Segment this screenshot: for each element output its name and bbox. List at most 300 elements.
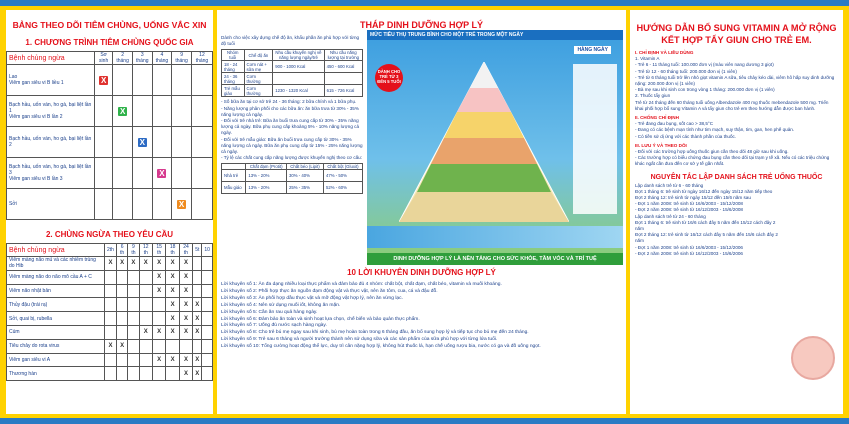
- info-line: Đợt 2 tháng 12: trẻ sinh từ 16/12 cách đây 5 năm đến 15/6 cách đây 2 năm: [635, 232, 778, 244]
- x-mark-icon: X: [120, 343, 125, 350]
- x-mark-icon: X: [195, 329, 200, 336]
- table-cell: [172, 96, 192, 127]
- table-cell: [139, 367, 152, 381]
- table-cell: 900 - 1000 Kcal: [273, 61, 324, 73]
- table-cell: [116, 284, 127, 298]
- table-cell: [179, 339, 192, 353]
- table-header-cell: Nhu cầu khuyến nghị về năng lượng ngày/trẻ: [273, 50, 324, 61]
- table-cell: [113, 189, 133, 220]
- table-cell: [116, 353, 127, 367]
- table-cell: Nhà trẻ: [222, 170, 246, 182]
- table-cell: [179, 325, 192, 339]
- table-cell: [172, 158, 192, 189]
- table-cell: [152, 325, 165, 339]
- table-cell: [193, 367, 202, 381]
- info-line: - Trẻ từ 6 tháng tuổi trở lên nhỏ giọt vitamin A sữa, tiêu chảy kéo dài, viêm hô hấp suy dinh dưỡng nặng: 200.000 đơn vị (1 viên): [635, 74, 835, 87]
- sec1-lines: [635, 56, 838, 112]
- row-label: Viêm màng não mủ và các nhiễm trùng do Hib: [7, 257, 105, 271]
- bottom-stripe: [0, 418, 849, 424]
- table-cell: [179, 298, 192, 312]
- table-cell: [166, 325, 179, 339]
- table-cell: [132, 65, 152, 96]
- table-cell: Cơm thường: [244, 73, 273, 85]
- info-line: - Trẻ đang đau bụng, sốt cao > 38,5°C: [635, 121, 714, 127]
- table-cell: [152, 353, 165, 367]
- nutrition-text-column: [221, 35, 363, 194]
- table-cell: [152, 96, 172, 127]
- table-header-cell: 24 th: [179, 244, 192, 257]
- table-cell: [95, 96, 113, 127]
- table-row: [7, 339, 213, 353]
- macro-ratio-table: [221, 163, 363, 194]
- table-cell: [95, 189, 113, 220]
- info-line: Trẻ từ 24 tháng đến 60 tháng tuổi uống Albendazole 400 mg thuốc mebendazole 500 mg. Triển khai phối hợp bổ sung Vitamin A và tẩy giun cho trẻ em theo hướng dẫn được ban hành.: [635, 99, 829, 111]
- x-mark-icon: X: [170, 329, 175, 336]
- table-cell: [152, 127, 172, 158]
- table-row: [7, 127, 213, 158]
- table-row: [7, 284, 213, 298]
- row-label: Viêm gan siêu vi A: [7, 353, 105, 367]
- info-line: - Các trường hợp có biểu chứng đau bụng cần theo dõi tại trạm y tế xã. Nếu có các triệu chứng khác ngất cần đưa đến cơ sở y tế gần nhất.: [635, 155, 830, 167]
- row-label: Bạch hầu, uốn ván, ho gà, bại liệt lần 1 Viêm gan siêu vi B lần 2: [7, 96, 95, 127]
- table-cell: [179, 367, 192, 381]
- row-label: Tiêu chảy do rota virus: [7, 339, 105, 353]
- table-cell: [152, 284, 165, 298]
- info-line: - Đợt 2 năm 2008: trẻ sinh từ 16/12/2003 - 15/6/2006: [635, 250, 743, 256]
- table-cell: [152, 189, 172, 220]
- sec3-lines: [635, 149, 838, 168]
- advice-item: Lời khuyên số 1: Ăn đa dạng nhiều loại thực phẩm và đảm bảo đủ 4 nhóm: chất bột, chất đạm, chất béo, vitamin và muối khoáng.: [221, 282, 502, 287]
- child-photo: [791, 336, 835, 380]
- row-label: Thương hàn: [7, 367, 105, 381]
- x-mark-icon: X: [170, 274, 175, 281]
- vaccination-table: [6, 51, 213, 220]
- table-header-cell: Chất bột (Gluxit): [323, 164, 362, 170]
- table-header-cell: 9 tháng: [172, 52, 192, 65]
- food-pyramid-figure: [367, 30, 623, 265]
- table-cell: 13% - 20%: [246, 170, 287, 182]
- sec2-lines: [635, 121, 838, 140]
- x-mark-icon: X: [119, 106, 126, 116]
- vitamin-a-panel: [630, 10, 843, 414]
- table-cell: [105, 353, 117, 367]
- table-cell: [193, 270, 202, 284]
- advice-list: [221, 282, 621, 351]
- x-mark-icon: X: [157, 356, 162, 363]
- pyramid-caption: MỨC TIÊU THỤ TRUNG BÌNH CHO MỘT TRẺ TRONG MỘT NGÀY: [367, 30, 623, 40]
- table-cell: [128, 367, 139, 381]
- x-mark-icon: X: [183, 329, 188, 336]
- x-mark-icon: X: [100, 75, 107, 85]
- table-cell: [128, 298, 139, 312]
- table-header-cell: 18 th: [166, 244, 179, 257]
- table-cell: 47% - 50%: [323, 170, 362, 182]
- table-cell: [324, 73, 362, 85]
- table-cell: [202, 367, 213, 381]
- table-header-cell: 12 th: [139, 244, 152, 257]
- table-cell: [193, 298, 202, 312]
- table-row: [222, 182, 363, 194]
- table-cell: [132, 189, 152, 220]
- table-cell: [166, 312, 179, 326]
- table-cell: [128, 353, 139, 367]
- energy-table: [221, 49, 363, 97]
- info-line: Đợt 1 tháng 6: trẻ sinh từ ngày 16/12 đến ngày 15/12 năm tiếp theo: [635, 188, 773, 194]
- table-cell: 450 - 600 Kcal: [324, 61, 362, 73]
- x-mark-icon: X: [170, 301, 175, 308]
- table-cell: [202, 312, 213, 326]
- table-cell: [132, 127, 152, 158]
- pyramid-icon: [399, 62, 569, 222]
- table-cell: [152, 339, 165, 353]
- table-cell: Cơm nát + sữa mẹ: [244, 61, 273, 73]
- table-cell: [191, 96, 212, 127]
- section2-title: 2. CHỦNG NGỪA THEO YÊU CẦU: [45, 230, 174, 239]
- table-header-cell: 3 tháng: [132, 52, 152, 65]
- table-header-cell: 15 th: [152, 244, 165, 257]
- table-cell: [166, 284, 179, 298]
- note-line: - Đối với trẻ mẫu giáo: Bữa ăn buổi trưa cung cấp từ 30% - 35% năng lượng cả ngày. Bữa ăn phụ cung cấp từ 15% - 25% năng lượng cả ngày.: [221, 136, 363, 155]
- table-cell: [128, 325, 139, 339]
- x-mark-icon: X: [195, 315, 200, 322]
- sec4-lines: [635, 183, 785, 257]
- table-cell: [95, 158, 113, 189]
- info-line: - Bà mẹ sau khi sinh con trong vòng 1 tháng: 200.000 đơn vị (1 viên): [635, 87, 775, 93]
- table-cell: 615 - 726 Kcal: [324, 85, 362, 97]
- info-line: - Có tiền sử dị ứng với các thành phần của thuốc.: [635, 133, 737, 139]
- table-cell: [152, 312, 165, 326]
- table-row: [7, 189, 213, 220]
- table-cell: [139, 312, 152, 326]
- nutrition-notes: [221, 99, 363, 161]
- table-row: [7, 257, 213, 271]
- table-cell: [105, 284, 117, 298]
- advice-item: Lời khuyên số 7: Uống đủ nước sạch hàng ngày.: [221, 323, 327, 329]
- table-cell: [116, 325, 127, 339]
- table-cell: [139, 270, 152, 284]
- x-mark-icon: X: [143, 329, 148, 336]
- table-cell: [128, 270, 139, 284]
- table-cell: [152, 158, 172, 189]
- table-cell: [128, 284, 139, 298]
- children-photo-strip: [367, 226, 623, 248]
- x-mark-icon: X: [170, 356, 175, 363]
- nutrition-intro: Dành cho việc xây dựng chế độ ăn, khẩu phần ăn phù hợp với từng độ tuổi: [221, 35, 360, 47]
- table-cell: [191, 65, 212, 96]
- table-cell: [179, 284, 192, 298]
- table-cell: [191, 127, 212, 158]
- table-cell: [191, 158, 212, 189]
- table-row: [7, 353, 213, 367]
- table-header-cell: 5t: [193, 244, 202, 257]
- table-cell: [202, 353, 213, 367]
- x-mark-icon: X: [170, 315, 175, 322]
- x-mark-icon: X: [178, 199, 185, 209]
- table-cell: [105, 298, 117, 312]
- table-cell: [172, 189, 192, 220]
- table-cell: [139, 353, 152, 367]
- table-row: [222, 170, 363, 182]
- info-line: Lập danh sách trẻ từ 24 - 60 tháng: [635, 213, 706, 219]
- table-cell: [105, 270, 117, 284]
- info-line: 1. Vitamin A: [635, 56, 660, 62]
- pyramid-legend-box: [573, 64, 617, 214]
- table-cell: [179, 270, 192, 284]
- table-cell: [128, 312, 139, 326]
- info-line: Đợt 2 tháng 12: trẻ sinh từ ngày 15/12 đến 15/6 năm sau: [635, 195, 751, 201]
- x-mark-icon: X: [139, 137, 145, 147]
- sec3-title: III. LƯU Ý VÀ THEO DÕI: [635, 142, 687, 148]
- table-header-cell: 12 tháng: [191, 52, 212, 65]
- table-cell: [152, 270, 165, 284]
- table-cell: [105, 367, 117, 381]
- table-header-cell: Chất đạm (Protit): [246, 164, 287, 170]
- nutrition-panel: [217, 10, 626, 414]
- table-row: [222, 61, 363, 73]
- table-cell: 18 - 24 tháng: [222, 61, 245, 73]
- sec1-title: I. CHỈ ĐỊNH VÀ LIỀU DÙNG: [635, 50, 694, 55]
- table-cell: [116, 367, 127, 381]
- table-cell: [193, 339, 202, 353]
- table-cell: 13% - 20%: [246, 182, 287, 194]
- table-cell: [179, 312, 192, 326]
- x-mark-icon: X: [183, 260, 188, 267]
- top-stripe: [0, 0, 849, 6]
- table-cell: [132, 158, 152, 189]
- table-cell: [139, 298, 152, 312]
- table-cell: [202, 257, 213, 271]
- advice-item: Lời khuyên số 9: Trẻ sau 6 tháng và người trưởng thành nên sử dụng sữa và các sản phẩm của sữa phù hợp với từng lứa tuổi.: [221, 337, 498, 343]
- x-mark-icon: X: [183, 356, 188, 363]
- table-cell: [179, 257, 192, 271]
- x-mark-icon: X: [157, 260, 162, 267]
- x-mark-icon: X: [183, 301, 188, 308]
- table-cell: [95, 65, 113, 96]
- info-line: 2. Thuốc tẩy giun: [635, 93, 671, 99]
- table-cell: [202, 298, 213, 312]
- table-cell: [139, 325, 152, 339]
- section1-title: 1. CHƯƠNG TRÌNH TIÊM CHỦNG QUỐC GIA: [25, 38, 194, 47]
- table-cell: 52% - 60%: [323, 182, 362, 194]
- table-cell: [128, 339, 139, 353]
- row-label: Viêm màng não do não mô cầu A + C: [7, 270, 105, 284]
- panel3-title: HƯỚNG DẪN BỔ SUNG VITAMIN A MỞ RỘNG KẾT HỢP TẨY GIUN CHO TRẺ EM.: [636, 23, 837, 45]
- table-cell: [202, 284, 213, 298]
- table-cell: [132, 96, 152, 127]
- pyramid-footer: DINH DƯỠNG HỢP LÝ LÀ NỀN TẢNG CHO SỨC KHỎE, TẦM VÓC VÀ TRÍ TUỆ: [367, 253, 623, 265]
- table-cell: [113, 158, 133, 189]
- table-header-cell: Sơ sinh: [95, 52, 113, 65]
- table-header-cell: Bệnh chủng ngừa: [7, 52, 95, 65]
- info-line: - Đợt 1 năm 2008: trẻ sinh từ 16/6/2003 - 15/12/2006: [635, 244, 743, 250]
- table-cell: [152, 298, 165, 312]
- x-mark-icon: X: [108, 260, 113, 267]
- table-cell: [166, 367, 179, 381]
- table-cell: [193, 284, 202, 298]
- table-cell: [166, 353, 179, 367]
- table-cell: [202, 339, 213, 353]
- row-label: Sởi: [7, 189, 95, 220]
- table-cell: [166, 257, 179, 271]
- info-line: - Đang có các bệnh mạn tính như tim mạch, suy thận, tim, gan, hen phế quản.: [635, 127, 795, 133]
- table-cell: [172, 65, 192, 96]
- x-mark-icon: X: [157, 274, 162, 281]
- table-header-cell: 9 th: [128, 244, 139, 257]
- table-header-cell: Nhóm tuổi: [222, 50, 245, 61]
- pyramid-badge: HÀNG NGÀY: [574, 46, 611, 54]
- table-cell: [116, 298, 127, 312]
- row-label: Bạch hầu, uốn ván, ho gà, bại liệt lần 2: [7, 127, 95, 158]
- table-cell: [113, 127, 133, 158]
- table-header-cell: 4 tháng: [152, 52, 172, 65]
- table-cell: [202, 270, 213, 284]
- table-header-row: [222, 50, 363, 61]
- x-mark-icon: X: [170, 287, 175, 294]
- table-cell: Mẫu giáo: [222, 182, 246, 194]
- table-header-cell: 2 tháng: [113, 52, 133, 65]
- row-label: Cúm: [7, 325, 105, 339]
- table-header-cell: 6 th: [116, 244, 127, 257]
- table-cell: [139, 284, 152, 298]
- table-row: [7, 158, 213, 189]
- table-header-cell: Chế độ ăn: [244, 50, 273, 61]
- table-row: [7, 270, 213, 284]
- table-cell: [113, 65, 133, 96]
- note-line: - Đối với trẻ nhà trẻ: Bữa ăn buổi trưa cung cấp từ 30% - 35% năng lượng cả ngày. Bữa phụ cung cấp khoảng 5% - 10% năng lượng cả ngày.: [221, 118, 360, 136]
- table-header-cell: Bệnh chủng ngừa: [7, 244, 105, 257]
- table-row: [7, 312, 213, 326]
- info-line: - Đợt 1 năm 2008: trẻ sinh từ 16/6/2003 - 15/12/2008: [635, 201, 743, 207]
- x-mark-icon: X: [183, 315, 188, 322]
- row-label: Thủy đậu (trái rạ): [7, 298, 105, 312]
- x-mark-icon: X: [143, 260, 148, 267]
- table-cell: 30% - 40%: [286, 170, 323, 182]
- advice-title: 10 LỜI KHUYÊN DINH DƯỠNG HỢP LÝ: [347, 268, 496, 277]
- info-line: - Đối với các trường hợp uống thuốc giun cần theo dõi 48 giờ sau khi uống.: [635, 149, 789, 155]
- table-cell: [116, 339, 127, 353]
- table-cell: [105, 312, 117, 326]
- info-line: - Đợt 2 năm 2008: trẻ sinh từ 16/12/2003 - 15/6/2008: [635, 207, 743, 213]
- table-cell: [105, 257, 117, 271]
- table-cell: [95, 127, 113, 158]
- x-mark-icon: X: [108, 343, 113, 350]
- table-cell: 24 - 36 tháng: [222, 73, 245, 85]
- table-row: [222, 85, 363, 97]
- advice-item: Lời khuyên số 10: Tổng cường hoạt động thể lực, duy trì cân nặng hợp lý, không hút thuốc lá, hạn chế uống rượu bia, nước có ga và đồ uống ngọt.: [221, 344, 541, 350]
- table-cell: [193, 312, 202, 326]
- x-mark-icon: X: [183, 274, 188, 281]
- age-star-badge: DÀNH CHO TRẺ TỪ 3 ĐẾN 5 TUỔI: [375, 64, 403, 92]
- note-line: - Năng lượng phân phối cho các bữa ăn: ăn bữa trưa từ 30% - 35% năng lượng cả ngày.: [221, 105, 359, 117]
- table-cell: 1230 - 1320 Kcal: [273, 85, 324, 97]
- table-cell: [191, 189, 212, 220]
- table-cell: [166, 270, 179, 284]
- sec2-title: II. CHỐNG CHỈ ĐỊNH: [635, 115, 679, 121]
- x-mark-icon: X: [131, 260, 136, 267]
- row-label: Bạch hầu, uốn ván, ho gà, bại liệt lần 3 Viêm gan siêu vi B lần 3: [7, 158, 95, 189]
- table-cell: [139, 257, 152, 271]
- x-mark-icon: X: [157, 329, 162, 336]
- table-row: [7, 298, 213, 312]
- table-header-cell: 2th: [105, 244, 117, 257]
- table-header-row: [7, 244, 213, 257]
- table-cell: [193, 257, 202, 271]
- table-header-cell: Chất béo (Lipit): [286, 164, 323, 170]
- table-cell: [152, 257, 165, 271]
- table-cell: [202, 325, 213, 339]
- info-line: - Trẻ từ 12 - 60 tháng tuổi: 200.000 đơn vị (1 viên): [635, 68, 737, 74]
- advice-item: Lời khuyên số 2: Phối hợp thực ăn nguồn đạm động vật và thực vật, nên ăn tôm, cua, cá và đậu đỗ.: [221, 288, 438, 294]
- row-label: Lao Viêm gan siêu vi B liều 1: [7, 65, 95, 96]
- sec4-title: NGUYÊN TẮC LẬP DANH SÁCH TRẺ UỐNG THUỐC: [650, 173, 823, 181]
- table-row: [7, 65, 213, 96]
- x-mark-icon: X: [170, 260, 175, 267]
- row-label: Sởi, quai bị, rubella: [7, 312, 105, 326]
- table-cell: [193, 325, 202, 339]
- note-line: - Số bữa ăn tại cơ sở trẻ 24 - 36 tháng: 2 bữa chính và 1 bữa phụ.: [221, 99, 357, 105]
- info-line: - Trẻ 6 - 11 tháng tuổi: 100.000 đơn vị (màu viên nang dương 3 giọt): [635, 62, 774, 68]
- row-label: Viêm não nhật bản: [7, 284, 105, 298]
- table-cell: [105, 339, 117, 353]
- panel2-title: THÁP DINH DƯỠNG HỢP LÝ: [360, 20, 483, 30]
- table-row: [7, 367, 213, 381]
- table-cell: [139, 339, 152, 353]
- panel1-title: BẢNG THEO DÕI TIÊM CHỦNG, UỐNG VẮC XIN: [12, 20, 207, 30]
- x-mark-icon: X: [195, 356, 200, 363]
- table-cell: [116, 312, 127, 326]
- advice-item: Lời khuyên số 3: Ăn phối hợp dầu thực vật và mỡ động vật hợp lý, nên ăn vừng lạc.: [221, 295, 403, 301]
- vaccination-panel: [6, 10, 213, 414]
- table-row: [222, 73, 363, 85]
- advice-item: Lời khuyên số 8: Cho trẻ bú mẹ ngay sau khi sinh, bú mẹ hoàn toàn trong 6 tháng đầu, ăn bổ sung hợp lý và tiếp tục cho bú mẹ đến 24 tháng.: [221, 330, 529, 336]
- advice-item: Lời khuyên số 6: Đảm bảo ăn toàn và sinh hoạt lựa chọn, chế biến và bảo quản thực phẩm.: [221, 316, 420, 322]
- table-cell: [179, 353, 192, 367]
- table-header-row: [7, 52, 213, 65]
- table-cell: [152, 65, 172, 96]
- table-cell: [152, 367, 165, 381]
- x-mark-icon: X: [120, 260, 125, 267]
- table-cell: [166, 339, 179, 353]
- table-cell: [273, 73, 324, 85]
- info-line: Lập danh sách trẻ từ 6 - 60 tháng: [635, 182, 704, 188]
- x-mark-icon: X: [183, 287, 188, 294]
- info-line: Đợt 1 tháng 6: trẻ sinh từ 16/6 cách đây 5 năm đến 15/12 cách đây 2 năm: [635, 219, 776, 232]
- table-cell: [105, 325, 117, 339]
- table-header-cell: 10: [202, 244, 213, 257]
- table-cell: Cơm thường: [244, 85, 273, 97]
- table-header-cell: Nhu cầu năng lượng tại trường: [324, 50, 362, 61]
- x-mark-icon: X: [183, 370, 188, 377]
- x-mark-icon: X: [195, 301, 200, 308]
- table-cell: Trẻ mẫu giáo: [222, 85, 245, 97]
- advice-item: Lời khuyên số 4: Nên sử dụng muối iốt, không ăn mặn.: [221, 302, 341, 308]
- table-cell: 25% - 35%: [286, 182, 323, 194]
- x-mark-icon: X: [159, 168, 165, 178]
- table-row: [7, 325, 213, 339]
- table-cell: [113, 96, 133, 127]
- table-cell: [116, 270, 127, 284]
- note-line: - Tỷ lệ các chất cung cấp năng lượng được khuyến nghị theo cơ cấu:: [221, 155, 362, 161]
- table-row: [7, 96, 213, 127]
- x-mark-icon: X: [195, 370, 200, 377]
- x-mark-icon: X: [157, 287, 162, 294]
- table-cell: [166, 298, 179, 312]
- table-cell: [128, 257, 139, 271]
- table-cell: [116, 257, 127, 271]
- table-cell: [172, 127, 192, 158]
- advice-item: Lời khuyên số 5: Cần ăn rau quả hàng ngày.: [221, 309, 318, 315]
- table-cell: [193, 353, 202, 367]
